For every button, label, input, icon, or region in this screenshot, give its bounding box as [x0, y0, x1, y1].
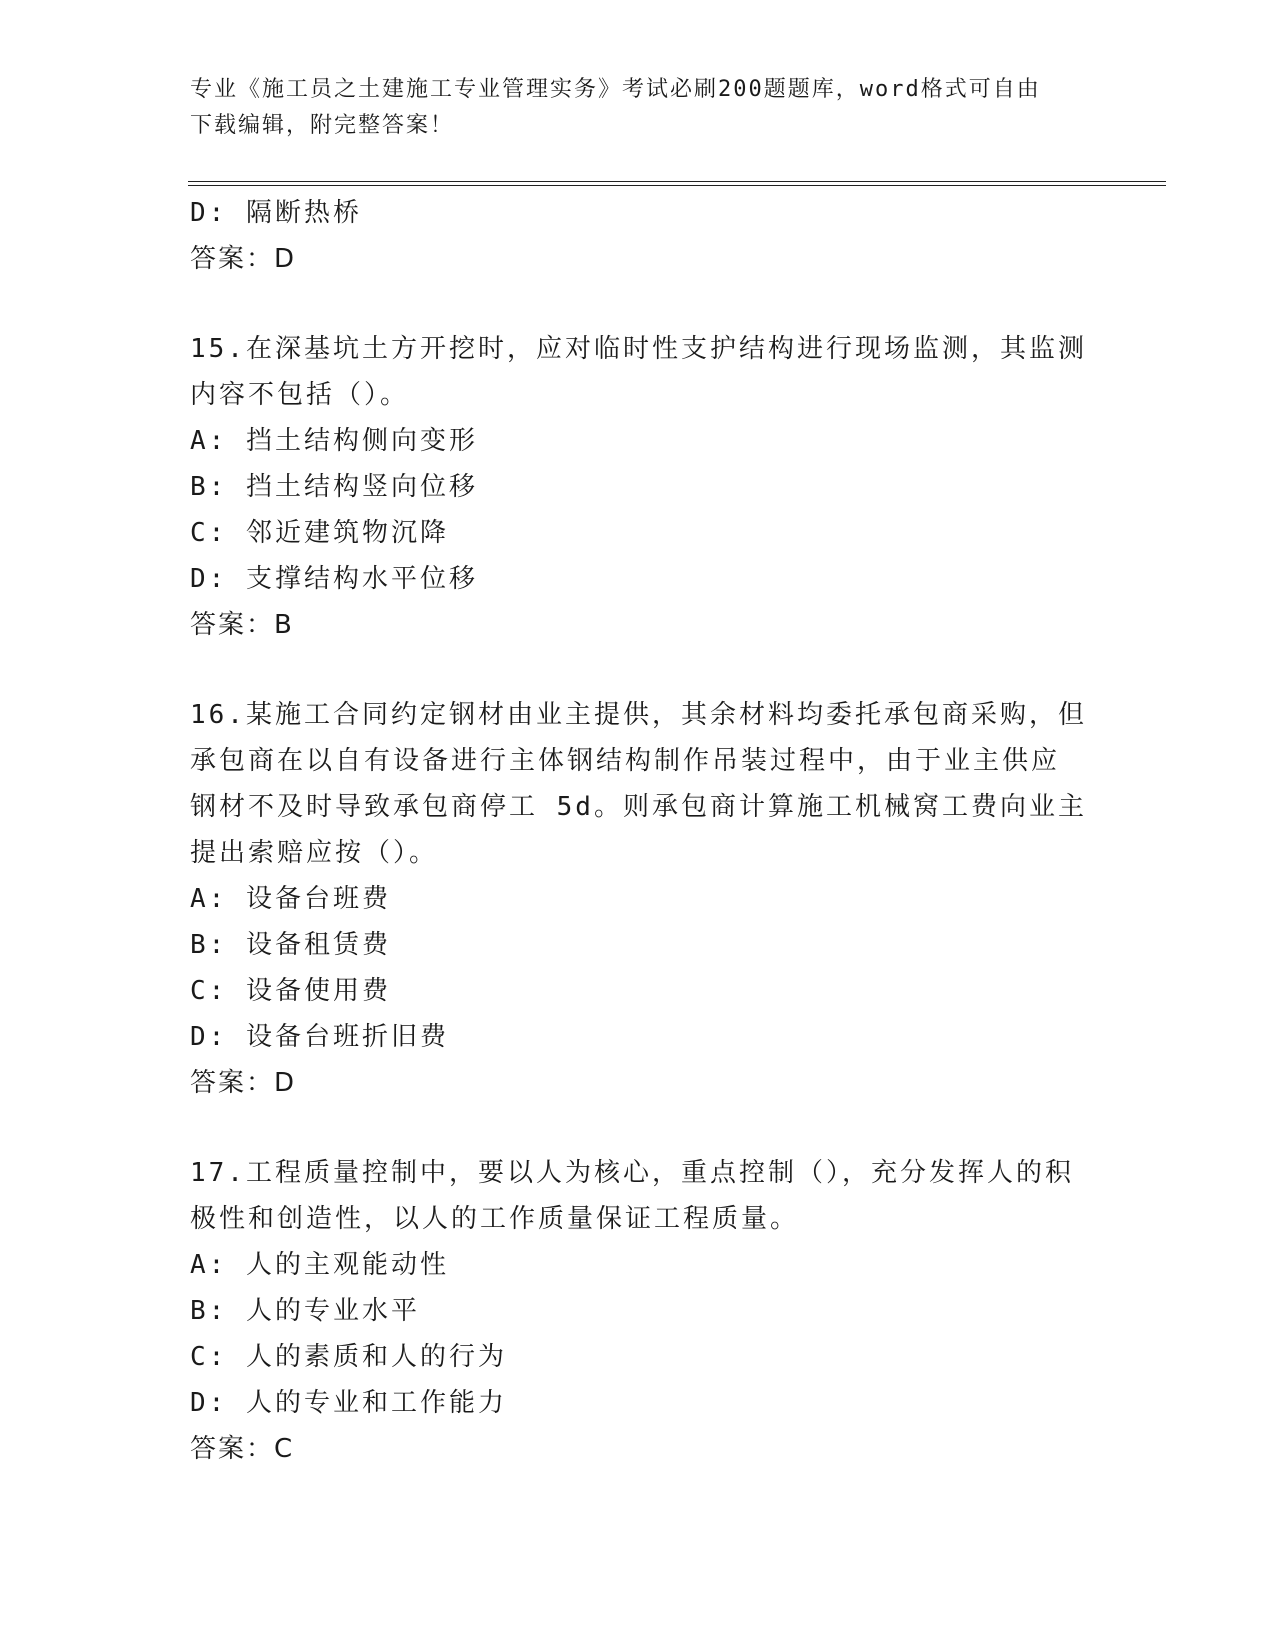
option-c: C: 设备使用费	[190, 976, 391, 1006]
header-divider-bottom	[188, 185, 1166, 186]
question-stem-line: 内容不包括（）。	[190, 380, 410, 410]
option-a: A: 设备台班费	[190, 884, 391, 914]
option-c: C: 邻近建筑物沉降	[190, 518, 449, 548]
option-c: C: 人的素质和人的行为	[190, 1342, 507, 1372]
option-b: B: 设备租赁费	[190, 930, 391, 960]
header-line-2: 下载编辑，附完整答案！	[190, 113, 455, 138]
question-stem-line: 钢材不及时导致承包商停工 5d。则承包商计算施工机械窝工费向业主	[190, 792, 1087, 822]
option-d: D: 设备台班折旧费	[190, 1022, 449, 1052]
answer-line: 答案：B	[190, 610, 294, 640]
question-stem-line: 16.某施工合同约定钢材由业主提供，其余材料均委托承包商采购，但	[190, 700, 1087, 730]
question-stem-line: 15.在深基坑土方开挖时，应对临时性支护结构进行现场监测，其监测	[190, 334, 1087, 364]
question-stem-line: 提出索赔应按（）。	[190, 838, 439, 868]
question-stem-line: 17.工程质量控制中，要以人为核心，重点控制（），充分发挥人的积	[190, 1158, 1074, 1188]
question-16	[190, 692, 1090, 1106]
question-stem-line: 极性和创造性，以人的工作质量保证工程质量。	[190, 1204, 800, 1234]
option-d: D: 隔断热桥	[190, 198, 362, 228]
question-15	[190, 326, 1090, 648]
option-d: D: 支撑结构水平位移	[190, 564, 478, 594]
answer-line: 答案：C	[190, 1434, 295, 1464]
previous-question-tail	[190, 190, 1090, 282]
header-line-1: 专业《施工员之土建施工专业管理实务》考试必刷200题题库，word格式可自由	[190, 77, 1041, 102]
answer-line: 答案：D	[190, 1068, 297, 1098]
option-b: B: 人的专业水平	[190, 1296, 420, 1326]
option-a: A: 人的主观能动性	[190, 1250, 449, 1280]
header-divider-top	[188, 181, 1166, 182]
question-list	[190, 190, 1090, 1472]
page-header	[190, 72, 1090, 144]
option-a: A: 挡土结构侧向变形	[190, 426, 478, 456]
question-17	[190, 1150, 1090, 1472]
option-d: D: 人的专业和工作能力	[190, 1388, 507, 1418]
option-b: B: 挡土结构竖向位移	[190, 472, 478, 502]
question-stem-line: 承包商在以自有设备进行主体钢结构制作吊装过程中，由于业主供应	[190, 746, 1061, 776]
answer-line: 答案：D	[190, 244, 297, 274]
